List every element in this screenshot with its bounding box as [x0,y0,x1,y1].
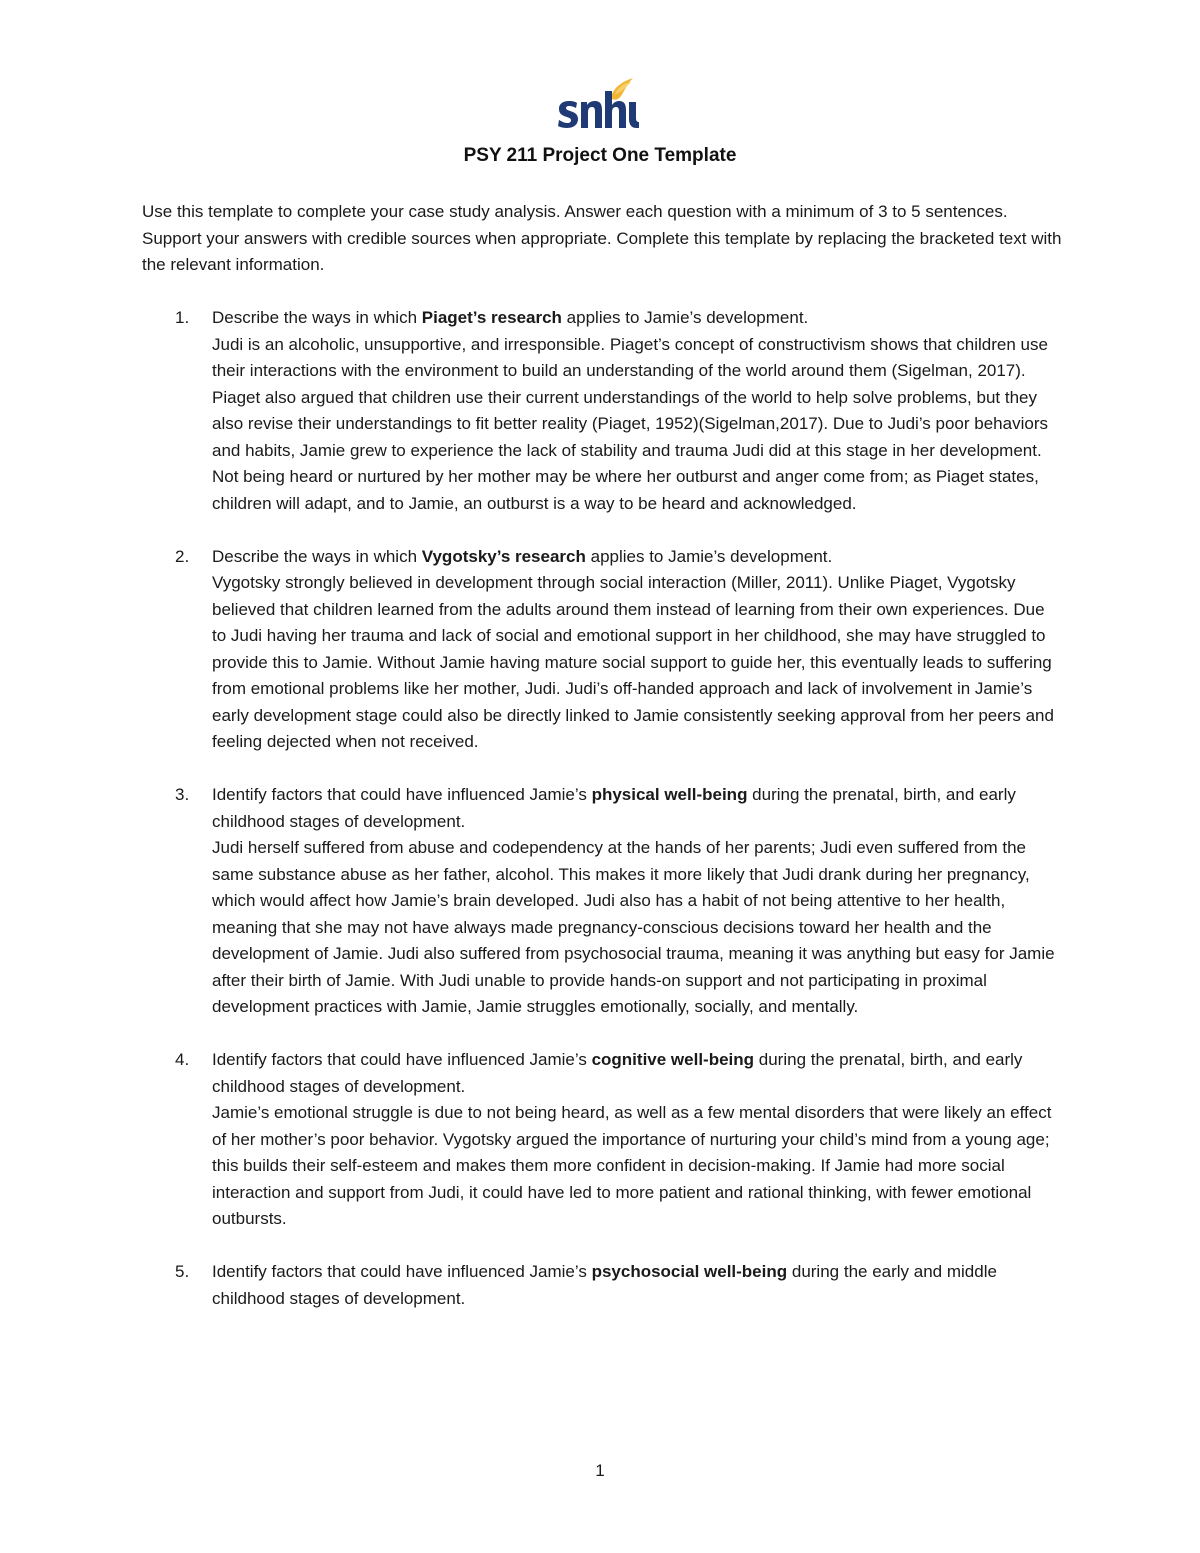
question-prompt-text: applies to Jamie’s development. [561,308,809,327]
question-prompt-text: Identify factors that could have influenced Jamie’s [212,1262,592,1281]
question-prompt-text: during the early and middle childhood stages of development. [212,1262,997,1308]
question-prompt-keyword: psychosocial well-being [591,1262,788,1281]
answer-paragraph: Judi herself suffered from abuse and codependency at the hands of her parents; Judi even suffered from the same substance abuse as her father, alcohol. This makes it more likely that Judi drank during her pregnancy, which would affect how Jamie’s brain developed. Judi also has a habit of not being attentive to her health, meaning that she may not have always made pregnancy-conscious decisions toward her health and the development of Jamie. Judi also suffered from psychosocial trauma, meaning it was anything but easy for Jamie after their birth of Jamie. With Judi unable to provide hands-on support and not participating in proximal development practices with Jamie, Jamie struggles emotionally, socially, and mentally. [212,838,1055,1016]
question-list [142,305,1062,1339]
question-prompt [212,1259,1062,1312]
question-item-5 [142,1259,1062,1312]
flame-icon [611,78,633,100]
page-number: 1 [595,1461,605,1480]
answer-paragraph: Judi is an alcoholic, unsupportive, and irresponsible. Piaget’s concept of constructivism shows that children use their interactions with the environment to build an understanding of the world around them (Sigelman, 2017). Piaget also argued that children use their current understandings of the world to help solve problems, but they also revise their understandings to fit better reality (Piaget, 1952)(Sigelman,2017). Due to Judi’s poor behaviors and habits, Jamie grew to experience the lack of stability and trauma Judi did at this stage in her development. Not being heard or nurtured by her mother may be where her outburst and anger come from; as Piaget states, children will adapt, and to Jamie, an outburst is a way to be heard and acknowledged. [212,334,1048,513]
question-prompt-keyword: cognitive well-being [591,1050,755,1069]
question-number: 3. [175,785,190,804]
question-item-1 [142,305,1062,517]
question-prompt-keyword: physical well-being [591,785,748,804]
question-item-3 [142,782,1062,1021]
question-prompt [212,305,1062,332]
question-prompt-text: during the prenatal, birth, and early childhood stages of development. [212,785,1016,831]
question-number: 4. [175,1050,190,1069]
question-prompt-text: Describe the ways in which [212,546,422,566]
question-number: 1. [175,308,190,327]
document-title: PSY 211 Project One Template [463,145,737,166]
question-prompt-text: Describe the ways in which [212,308,422,327]
question-prompt-text: during the prenatal, birth, and early childhood stages of development. [212,1050,1023,1096]
question-prompt-keyword: Vygotsky’s research [421,546,586,566]
question-prompt-text: applies to Jamie’s development. [585,546,833,566]
question-prompt-keyword: Piaget’s research [421,308,562,327]
question-prompt [212,1047,1062,1100]
question-number: 2. [175,546,190,566]
question-number: 5. [175,1262,190,1281]
question-item-2 [142,544,1062,756]
snhu-logo [555,72,641,134]
question-prompt [212,782,1062,835]
answer-paragraph: Jamie’s emotional struggle is due to not being heard, as well as a few mental disorders that were likely an effect of her mother’s poor behavior. Vygotsky argued the importance of nurturing your child’s mind from a young age; this builds their self-esteem and makes them more confident in decision-making. If Jamie had more social interaction and support from Judi, it could have led to more patient and rational thinking, with fewer emotional outbursts. [212,1103,1052,1228]
answer-paragraph: Vygotsky strongly believed in development through social interaction (Miller, 2011). Unlike Piaget, Vygotsky believed that children learned from the adults around them instead of learning from their own experiences. Due to Judi having her trauma and lack of social and emotional support in her childhood, she may have struggled to provide this to Jamie. Without Jamie having mature social support to guide her, this eventually leads to suffering from emotional problems like her mother, Judi. Judi’s off-handed approach and lack of involvement in Jamie’s early development stage could also be directly linked to Jamie consistently seeking approval from her peers and feeling dejected when not received. [212,573,1054,751]
question-prompt-text: Identify factors that could have influenced Jamie’s [212,785,592,804]
question-prompt-text: Identify factors that could have influenced Jamie’s [212,1050,592,1069]
intro-paragraph: Use this template to complete your case study analysis. Answer each question with a minimum of 3 to 5 sentences. Support your answers with credible sources when appropriate. Complete this template by replacing the bracketed text with the relevant information. [142,202,1062,274]
snhu-logo-image [555,72,641,134]
question-item-4 [142,1047,1062,1233]
question-prompt [212,544,1062,571]
